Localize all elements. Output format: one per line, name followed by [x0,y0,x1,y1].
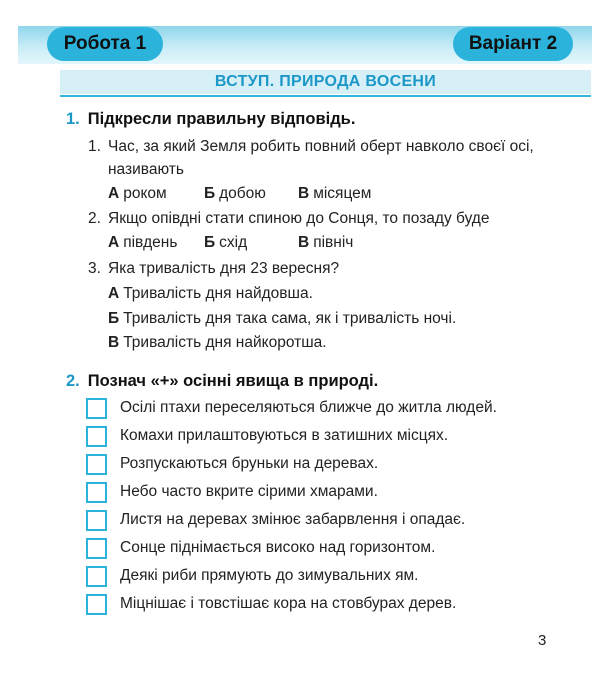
question-3-number: 3. [88,260,101,277]
checkbox-2[interactable] [86,426,107,447]
phenomenon-4: Небо часто вкрите сірими хмарами. [120,483,378,500]
q3-option-b-letter: Б [108,310,120,327]
checkbox-6[interactable] [86,538,107,559]
task2-heading [66,372,378,391]
section-title: ВСТУП. ПРИРОДА ВОСЕНИ [60,70,591,94]
q2-option-a[interactable] [108,234,177,252]
q1-option-a-letter: А [108,185,120,202]
q2-option-a-letter: А [108,234,120,251]
phenomenon-2: Комахи прилаштовуються в затишних місцях. [120,427,449,444]
question-2 [88,210,489,228]
q1-option-c-letter: В [298,185,310,202]
q1-option-a[interactable] [108,185,167,203]
question-3-text: Яка тривалість дня 23 вересня? [108,260,340,277]
question-1 [88,138,534,156]
q3-option-c[interactable] [108,334,327,352]
q2-option-c-text: північ [313,234,354,251]
q2-option-a-text: південь [123,234,178,251]
phenomenon-1: Осілі птахи переселяються ближче до житла людей. [120,399,497,416]
q1-option-b-letter: Б [204,185,216,202]
q3-option-b-text: Тривалість дня така сама, як і тривалість ночі. [123,310,457,327]
section-divider [60,95,591,97]
q3-option-c-letter: В [108,334,120,351]
phenomenon-3: Розпускаються бруньки на деревах. [120,455,379,472]
q2-option-b[interactable] [204,234,247,252]
q2-option-b-letter: Б [204,234,216,251]
q2-option-c[interactable] [298,234,353,252]
variant-label: Варіант 2 [453,27,573,61]
page-number: 3 [538,632,547,649]
task1-heading [66,110,355,129]
phenomenon-5: Листя на деревах змінює забарвлення і опадає. [120,511,466,528]
task1-title: Підкресли правильну відповідь. [87,110,356,128]
q1-option-c[interactable] [298,185,371,203]
task2-number: 2. [66,372,80,390]
question-2-text: Якщо опівдні стати спиною до Сонця, то позаду буде [108,210,490,227]
phenomenon-6: Сонце піднімається високо над горизонтом. [120,539,436,556]
q2-option-b-text: схід [219,234,248,251]
q1-option-c-text: місяцем [313,185,372,202]
checkbox-4[interactable] [86,482,107,503]
question-2-number: 2. [88,210,101,227]
q1-option-b[interactable] [204,185,266,203]
checkbox-3[interactable] [86,454,107,475]
q3-option-c-text: Тривалість дня найкоротша. [123,334,327,351]
task1-number: 1. [66,110,80,128]
q1-option-a-text: роком [123,185,167,202]
question-1-number: 1. [88,138,101,155]
checkbox-1[interactable] [86,398,107,419]
phenomenon-7: Деякі риби прямують до зимувальних ям. [120,567,419,584]
phenomenon-8: Міцнішає і товстішає кора на стовбурах дерев. [120,595,457,612]
question-3 [88,260,339,278]
work-label: Робота 1 [47,27,163,61]
q3-option-a-letter: А [108,285,120,302]
q2-option-c-letter: В [298,234,310,251]
q3-option-a[interactable] [108,285,313,303]
task2-title: Познач «+» осінні явища в природі. [87,372,379,390]
q3-option-a-text: Тривалість дня найдовша. [123,285,313,302]
checkbox-8[interactable] [86,594,107,615]
checkbox-5[interactable] [86,510,107,531]
question-1-text-line2: називають [108,161,184,178]
checkbox-7[interactable] [86,566,107,587]
question-1-text-line1: Час, за який Земля робить повний оберт навколо своєї осі, [108,138,534,155]
q3-option-b[interactable] [108,310,456,328]
q1-option-b-text: добою [219,185,266,202]
